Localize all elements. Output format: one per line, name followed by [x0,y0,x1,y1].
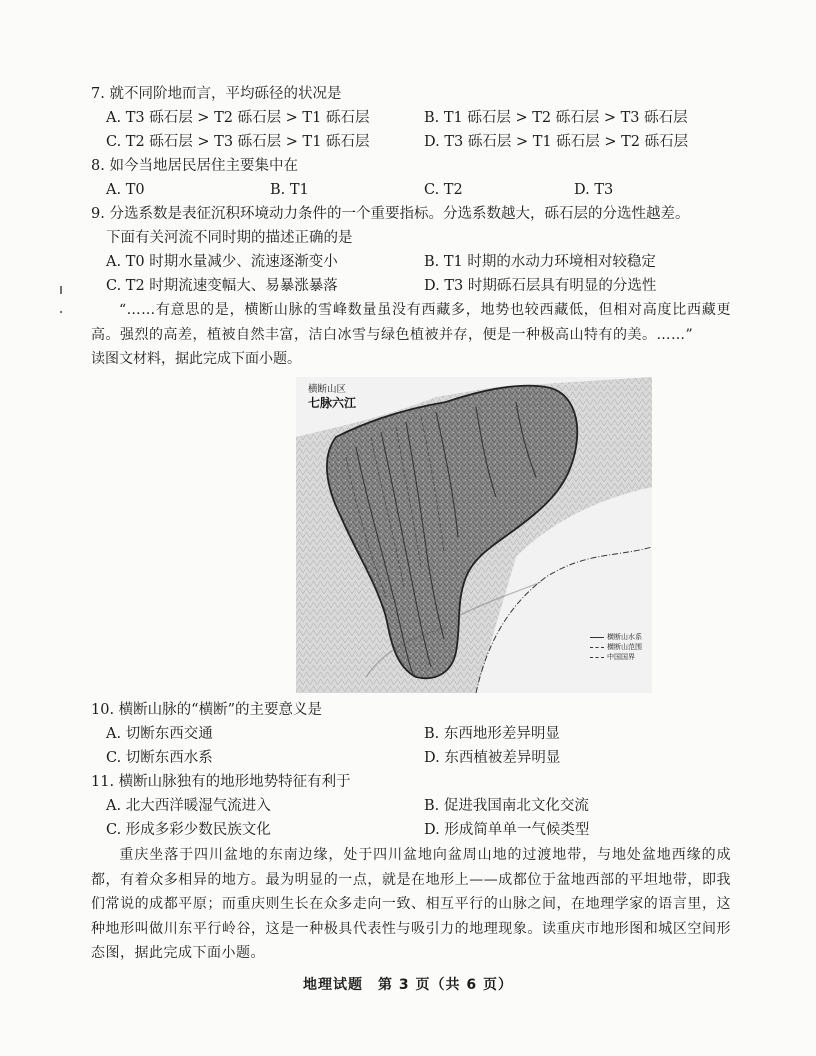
q11-option-b: B. 促进我国南北文化交流 [424,798,589,814]
q10-option-d: D. 东西植被差异明显 [424,750,561,766]
map-legend [590,632,642,662]
q10-option-a: A. 切断东西交通 [106,726,213,742]
q10-stem: 10. 横断山脉的“横断”的主要意义是 [91,702,322,718]
q9-stem-line1: 9. 分选系数是表征沉积环境动力条件的一个重要指标。分选系数越大，砾石层的分选性越差。 [91,206,690,222]
passage-1-instruction: 读图文材料，据此完成下面小题。 [91,351,301,367]
q7-option-b: B. T1 砾石层 > T2 砾石层 > T3 砾石层 [424,110,688,126]
map-region-label: 横断山区 [308,384,347,395]
passage-1 [91,298,731,372]
q11-stem: 11. 横断山脉独有的地形地势特征有利于 [91,774,351,790]
q9-option-c: C. T2 时期流速变幅大、易暴涨暴落 [106,278,338,294]
q10-option-c: C. 切断东西水系 [106,750,213,766]
legend-border [590,652,642,662]
q7-option-d: D. T3 砾石层 > T1 砾石层 > T2 砾石层 [424,134,689,150]
margin-mark [58,286,64,316]
q10-option-b: B. 东西地形差异明显 [424,726,560,742]
q8-stem: 8. 如今当地居民居住主要集中在 [91,158,298,174]
map-title: 七脉六江 [308,396,357,410]
legend-range-swatch [590,647,604,648]
q9-option-a: A. T0 时期水量减少、流速逐渐变小 [106,254,338,270]
page-footer: 地理试题 第 3 页（共 6 页） [303,977,513,993]
legend-river-label: 横断山水系 [607,633,642,641]
q8-option-c: C. T2 [424,182,463,198]
q11-option-d: D. 形成简单单一气候类型 [424,822,590,838]
legend-border-label: 中国国界 [607,653,635,661]
q9-option-b: B. T1 时期的水动力环境相对较稳定 [424,254,656,270]
legend-range [590,642,642,652]
q7-option-a: A. T3 砾石层 > T2 砾石层 > T1 砾石层 [106,110,370,126]
legend-river [590,632,642,642]
q11-option-a: A. 北大西洋暖湿气流进入 [106,798,271,814]
passage-2 [91,843,731,966]
legend-border-swatch [590,657,604,658]
q11-option-c: C. 形成多彩少数民族文化 [106,822,271,838]
q8-option-b: B. T1 [270,182,309,198]
legend-river-swatch [590,637,604,638]
q8-option-a: A. T0 [106,182,145,198]
q9-option-d: D. T3 时期砾石层具有明显的分选性 [424,278,657,294]
passage-1-quote: “……有意思的是，横断山脉的雪峰数量虽没有西藏多，地势也较西藏低，但相对高度比西藏更高。强烈的高差，植被自然丰富，洁白冰雪与绿色植被并存，便是一种极高山特有的美。……” [91,302,731,343]
q8-option-d: D. T3 [574,182,614,198]
legend-range-label: 横断山范围 [607,643,642,651]
q7-stem: 7. 就不同阶地而言，平均砾径的状况是 [91,86,342,102]
q7-option-c: C. T2 砾石层 > T3 砾石层 > T1 砾石层 [106,134,370,150]
q9-stem-line2: 下面有关河流不同时期的描述正确的是 [106,230,353,246]
passage-2-text: 重庆坐落于四川盆地的东南边缘，处于四川盆地向盆周山地的过渡地带，与地处盆地西缘的成都，有着众多相异的地方。最为明显的一点，就是在地形上——成都位于盆地西部的平坦地带，即我们常说的成都平原；而重庆则生长在众多走向一致、相互平行的山脉之间，在地理学家的语言里，这种地形叫做川东平行岭谷，这是一种极具代表性与吸引力的地理现象。读重庆市地形图和城区空间形态图，据此完成下面小题。 [91,847,731,961]
